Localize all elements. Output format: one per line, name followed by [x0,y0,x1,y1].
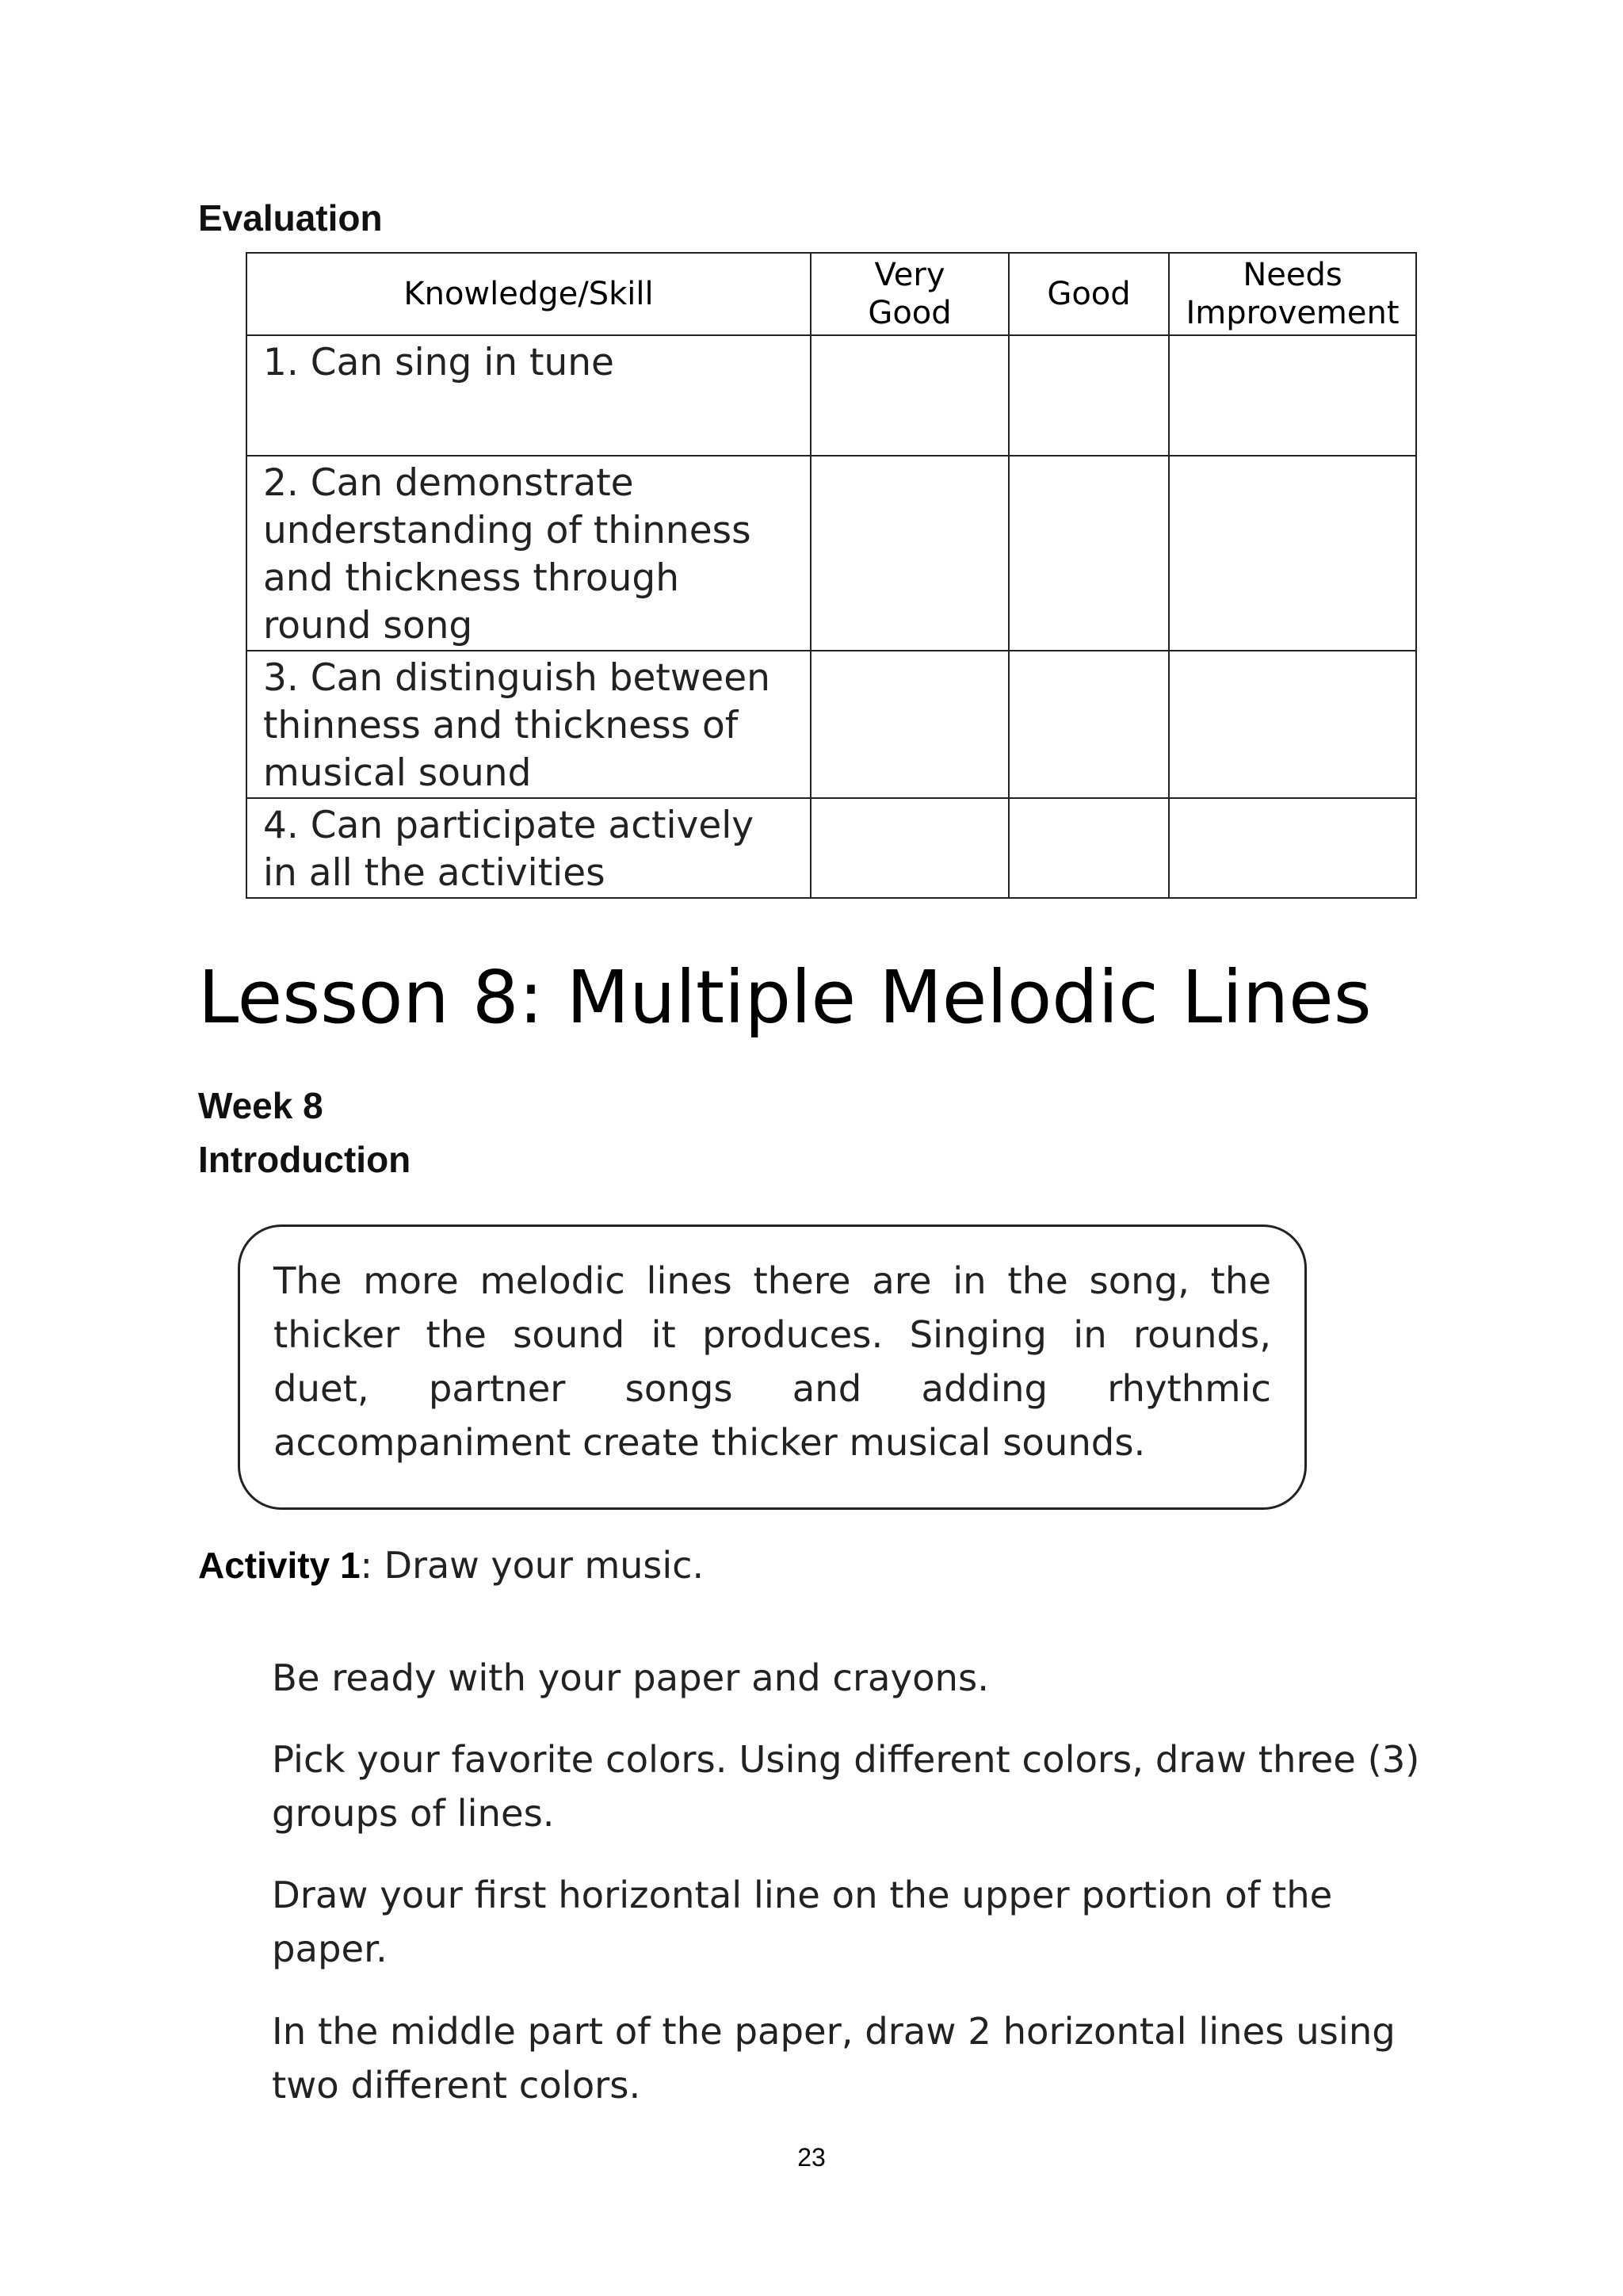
activity-heading [198,1544,704,1587]
activity-title: : Draw your music. [360,1544,705,1587]
rating-cell [811,335,1009,456]
rating-cell [811,798,1009,898]
activity-step: Pick your favorite colors. Using different colors, draw three (3) groups of lines. [272,1738,1420,1835]
week-label: Week 8 [198,1085,323,1126]
column-header-very-good: Very Good [811,253,1009,335]
evaluation-header-row [246,253,1416,335]
table-row [246,798,1416,898]
skill-cell: 4. Can participate actively in all the activities [246,798,811,898]
lesson-title: Lesson 8: Multiple Melodic Lines [198,955,1372,1040]
activity-step: In the middle part of the paper, draw 2 horizontal lines using two different colors. [272,2010,1396,2107]
rating-cell [811,456,1009,651]
rating-cell [1009,798,1169,898]
column-header-needs-improvement: Needs Improvement [1169,253,1416,335]
table-row [246,651,1416,798]
activity-step: Draw your first horizontal line on the upper portion of the paper. [272,1874,1333,1970]
skill-cell: 2. Can demonstrate understanding of thinness and thickness through round song [246,456,811,651]
page-number: 23 [797,2143,826,2172]
introduction-box [238,1224,1307,1510]
activity-step: Be ready with your paper and crayons. [272,1656,990,1699]
rating-cell [811,651,1009,798]
rating-cell [1009,456,1169,651]
introduction-heading: Introduction [198,1139,411,1180]
rating-cell [1169,798,1416,898]
introduction-text: The more melodic lines there are in the song, the thicker the sound it produces. Singing in rounds, duet, partner songs and adding rhythmic accompaniment create thicker musical sounds. [273,1259,1271,1464]
evaluation-table [246,252,1417,899]
rating-cell [1009,651,1169,798]
skill-cell: 3. Can distinguish between thinness and thickness of musical sound [246,651,811,798]
column-header-good: Good [1009,253,1169,335]
rating-cell [1169,651,1416,798]
rating-cell [1169,456,1416,651]
activity-label: Activity 1 [198,1545,361,1586]
evaluation-heading: Evaluation [198,197,383,239]
table-row [246,335,1416,456]
rating-cell [1009,335,1169,456]
column-header-skill: Knowledge/Skill [246,253,811,335]
table-row [246,456,1416,651]
skill-cell: 1. Can sing in tune [246,335,811,456]
rating-cell [1169,335,1416,456]
